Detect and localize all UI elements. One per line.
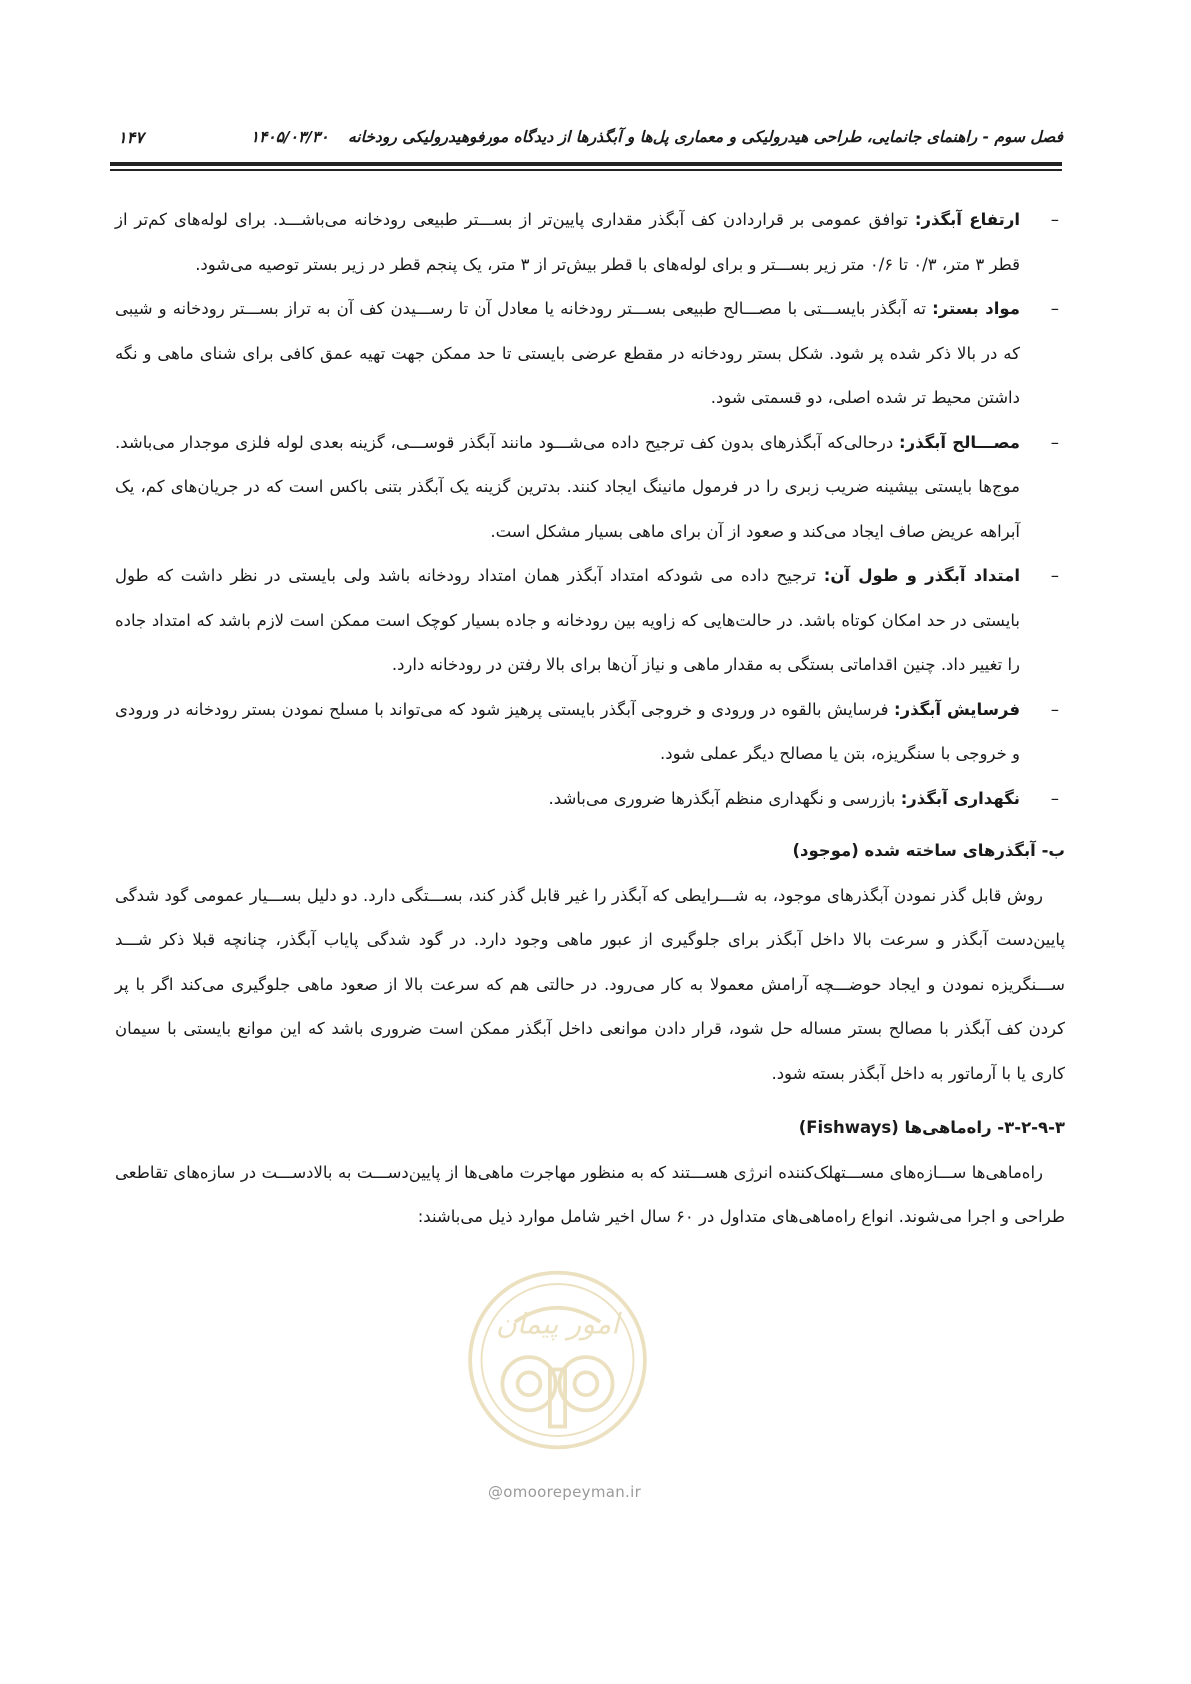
section-fishways-heading: ۳-۲-۹-۳- راه‌ماهی‌ها (Fishways) (798, 1118, 1065, 1137)
item-text: ترجیح داده می شودکه امتداد آبگذر همان امتداد رودخانه باشد ولی بایستی در نظر داشت که طول بایستی در حد امکان کوتاه باشد. در حالت‌هایی که زاویه بین رودخانه و جاده بسیار کوچک است ممکن است لازم باشد که امتداد جاده را تغییر داد. چنین اقداماتی بستگی به مقدار ماهی و نیاز آن‌ها برای بالا رفتن در رودخانه دارد. (115, 566, 1020, 674)
culvert-guideline-list (115, 198, 1065, 821)
section-fishways-paragraph: راه‌ماهی‌ها ســـازه‌های مســـتهلک‌کننده انرژی هســـتند که به منظور مهاجرت ماهی‌ها از پایین‌دســـت به بالادســـت در سازه‌های تقاطعی طراحی و اجرا می‌شوند. انواع راه‌ماهی‌های متداول در ۶۰ سال اخیر شامل موارد ذیل می‌باشند: (115, 1162, 1065, 1226)
dash-bullet: – (1050, 210, 1059, 229)
running-title: فصل سوم - راهنمای جانمایی، طراحی هیدرولیکی و معماری پل‌ها و آبگذرها از دیدگاه مورفوهیدرولیکی رودخانه (348, 128, 1063, 146)
item-text: ته آبگذر بایســـتی با مصـــالح طبیعی بســـتر رودخانه یا معادل آن تا رســـیدن کف آن به تراز بســـتر رودخانه و شیبی که در بالا ذکر شده پر شود. شکل بستر رودخانه در مقطع عرضی بایستی تا حد ممکن جهت تهیه عمق کافی برای شنای ماهی و نگه داشتن محیط تر شده اصلی، دو قسمتی شود. (115, 299, 1020, 407)
header-rule-thin (110, 169, 1062, 171)
item-term: فرسایش آبگذر: (893, 699, 1020, 719)
header-rule-thick (110, 162, 1062, 166)
page-body (115, 198, 1065, 1240)
list-item (115, 554, 1065, 688)
running-header (251, 128, 1063, 146)
item-term: مصـــالح آبگذر: (898, 432, 1020, 452)
dash-bullet: – (1050, 788, 1059, 808)
item-text: فرسایش بالقوه در ورودی و خروجی آبگذر بایستی پرهیز شود که می‌تواند با مسلح نمودن بستر رودخانه در ورودی و خروجی با سنگریزه، بتن یا مصالح دیگر عملی شود. (115, 699, 1020, 763)
dash-bullet: – (1050, 566, 1059, 585)
item-text: بازرسی و نگهداری منظم آبگذرها ضروری می‌باشد. (548, 788, 901, 808)
page-number: ۱۴۷ (118, 128, 144, 147)
list-item (115, 198, 1065, 287)
dash-bullet: – (1050, 432, 1059, 452)
item-term: مواد بستر: (932, 299, 1020, 318)
dash-bullet: – (1050, 299, 1059, 318)
list-item (115, 777, 1065, 822)
page-header (118, 118, 1063, 168)
dash-bullet: – (1050, 699, 1059, 719)
item-text: درحالی‌که آبگذرهای بدون کف ترجیح داده می‌شـــود مانند آبگذر قوســـی، گزینه بعدی لوله فلزی موجدار می‌باشد. موج‌ها بایستی بیشینه ضریب زبری را در فرمول مانینگ ایجاد کنند. بدترین گزینه یک آبگذر بتنی باکس است که در جریان‌های کم، یک آبراهه عریض صاف ایجاد می‌کند و صعود از آن برای ماهی بسیار مشکل است. (115, 432, 1020, 541)
item-term: امتداد آبگذر و طول آن: (823, 566, 1020, 585)
list-item (115, 287, 1065, 421)
list-item (115, 421, 1065, 555)
item-term: نگهداری آبگذر: (900, 788, 1020, 808)
watermark-url: @omoorepeyman.ir (488, 1483, 642, 1501)
subsection-b-title: ب- آبگذرهای ساخته شده (موجود) (792, 841, 1065, 860)
watermark-logo (460, 1265, 655, 1455)
subsection-b-paragraph: روش قابل گذر نمودن آبگذرهای موجود، به شـــرایطی که آبگذر را غیر قابل گذر کند، بســـتگی دارد. دو دلیل بســـیار عمومی گود شدگی پایین‌دست آبگذر و سرعت بالا داخل آبگذر برای جلوگیری از عبور ماهی وجود دارد. در گود شدگی پایاب آبگذر، چنانچه قبلا ذکر شـــد ســـنگریزه نمودن و ایجاد حوضـــچه آرامش معمولا به کار می‌رود. در حالتی هم که سرعت بالا از صعود ماهی جلوگیری می‌کند اگر با پر کردن کف آبگذر با مصالح بستر مساله حل شود، قرار دادن موانعی داخل آبگذر ممکن است ضروری باشد که این موانع بایستی با سیمان کاری یا با آرماتور به داخل آبگذر بسته شود. (115, 885, 1065, 1083)
header-date: ۱۴۰۵/۰۳/۳۰ (250, 128, 329, 146)
list-item (115, 688, 1065, 777)
item-term: ارتفاع آبگذر: (914, 210, 1020, 229)
item-text: توافق عمومی بر قراردادن کف آبگذر مقداری پایین‌تر از بســـتر طبیعی رودخانه می‌باشـــد. برای لوله‌های کم‌تر از قطر ۳ متر، ۰/۳ تا ۰/۶ متر زیر بســـتر و برای لوله‌های با قطر بیش‌تر از ۳ متر، یک پنجم قطر در زیر بستر توصیه می‌شود. (115, 210, 1020, 274)
watermark-logo-text: امور پیمان (495, 1307, 620, 1341)
